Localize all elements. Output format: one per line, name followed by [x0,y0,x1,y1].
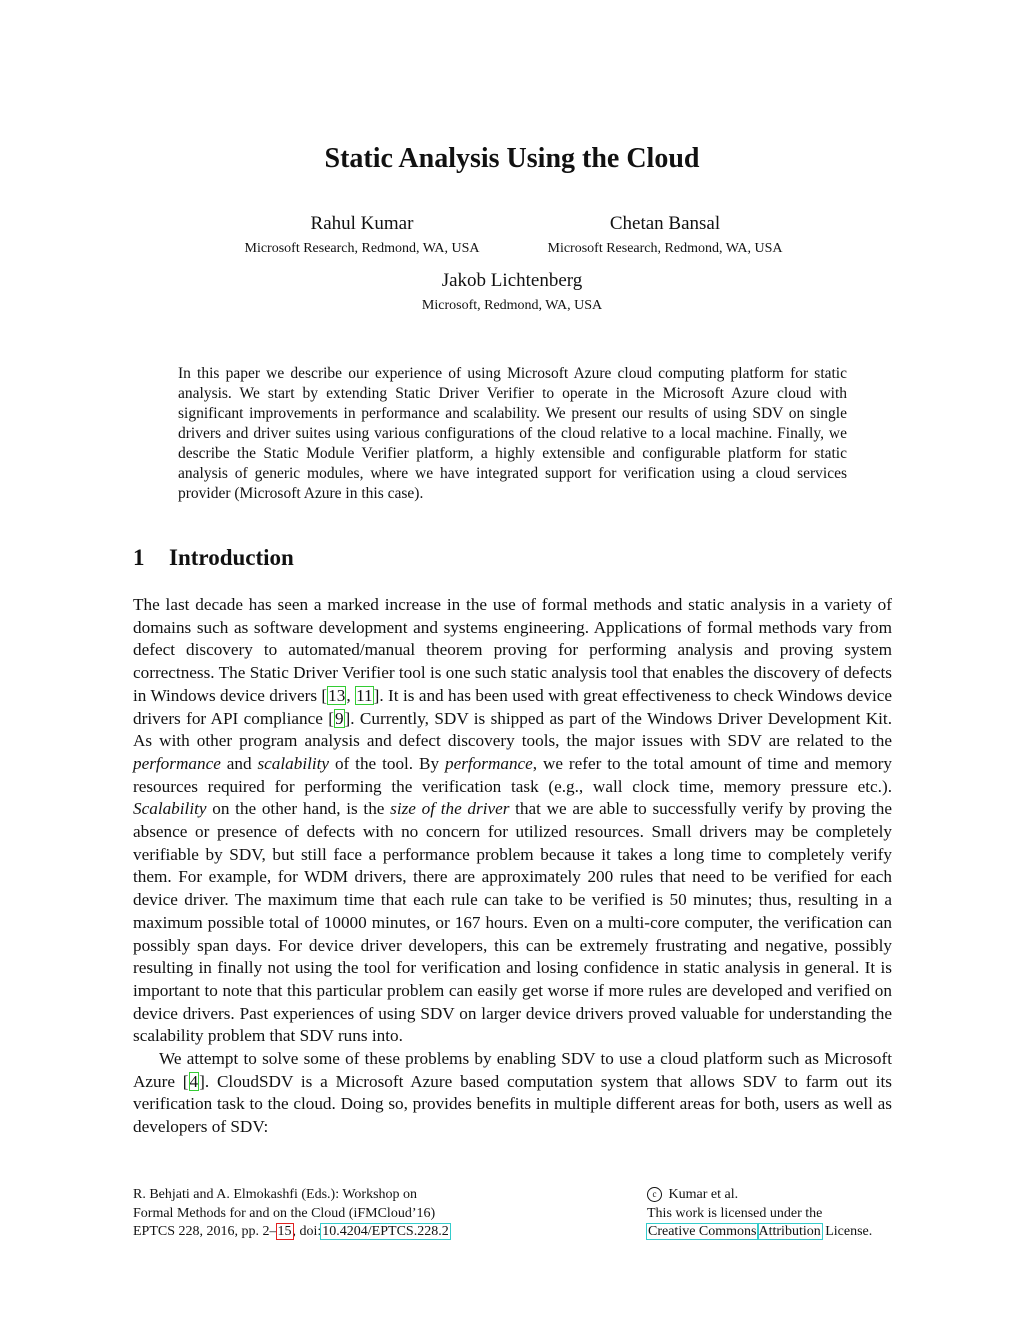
last-page-link[interactable]: 15 [277,1224,292,1239]
section-number: 1 [133,545,145,570]
emphasis: scalability [257,753,330,773]
author-block [362,270,662,314]
text-span: ]. It is and has been used with great effectiveness to check Windows device drivers for API compliance [ [133,685,892,728]
emphasis: Scalability [133,799,207,819]
footer-line: This work is licensed under the [647,1205,823,1221]
text-span: of the tool. By [329,753,445,773]
paragraph [133,1048,892,1139]
text-span: that we are able to successfully verify by proving the absence or presence of defects with no concern for utilized resources. Small drivers may be completely verifiable by SDV, but still face a performance problem because it takes a long time to completely verify them. For example, for WDM drivers, there are approximately 200 rules that need to be verified for each device driver. The maximum time that each rule can take to be verified is 50 minutes; thus, resulting in a maximum possible total of 10000 minutes, or 167 hours. Even on a multi-core computer, the verification can possibly span days. For device driver developers, this can be extremely frustrating and negative, possibly resulting in finally not using the tool for verification and losing confidence in static analysis in general. It is important to note that this particular problem can easily get worse if more rules are developed and verified on device drivers. Past experiences of using SDV on larger device drivers proved valuable for understanding the scalability problem that SDV runs into. [133,799,892,1046]
text-span: EPTCS 228, 2016, pp. 2– [133,1224,277,1239]
emphasis: performance [133,753,221,773]
author-name: Rahul Kumar [310,213,414,234]
author-affiliation: Microsoft Research, Redmond, WA, USA [547,241,783,256]
text-span: and [220,753,258,773]
author-block [212,213,512,257]
footer-line [647,1186,872,1205]
section-heading [133,545,294,571]
author-affiliation: Microsoft Research, Redmond, WA, USA [244,241,480,256]
footer-line [647,1223,872,1242]
footer-line: Formal Methods for and on the Cloud (iFMCloud’16) [133,1205,436,1221]
creative-commons-link[interactable]: Creative Commons [648,1224,757,1239]
emphasis: size of the driver [390,799,510,819]
author-name: Chetan Bansal [609,213,721,234]
citation-link[interactable]: 9 [334,708,344,728]
citation-link[interactable]: 4 [189,1071,199,1091]
citation-link[interactable]: 13 [328,685,346,705]
section-title: Introduction [169,545,294,570]
text-span: The last decade has seen a marked increase in the use of formal methods and static analysis in a variety of domains such as software development and systems engineering. Applications of formal methods vary from defect discovery to automated/manual theorem proving for performing analysis and proving system correctness. The Static Driver Verifier tool is one such static analysis tool that enables the discovery of defects in Windows device drivers [ [133,595,892,705]
footer-line [133,1223,450,1242]
footer-license [647,1186,872,1242]
body-text [133,594,892,1139]
text-span: , [346,685,356,705]
text-span: Kumar et al. [665,1187,739,1202]
author-name: Jakob Lichtenberg [441,270,583,291]
text-span: ]. CloudSDV is a Microsoft Azure based computation system that allows SDV to farm out its verification task to the cloud. Doing so, provides benefits in multiple different areas for both, users as well as developers of SDV: [133,1071,892,1137]
abstract: In this paper we describe our experience of using Microsoft Azure cloud computing platform for static analysis. We start by extending Static Driver Verifier to operate in the Microsoft Azure cloud with significant improvements in performance and scalability. We present our results of using SDV on single drivers and driver suites using various configurations of the cloud relative to a local machine. Finally, we describe the Static Module Verifier platform, a highly extensible and configurable platform for static analysis of generic modules, where we have integrated support for verification using a cloud services provider (Microsoft Azure in this case). [178,365,847,502]
text-span: We attempt to solve some of these problems by enabling SDV to use a cloud platform such as Microsoft Azure [ [133,1049,892,1091]
paragraph [133,594,892,1048]
text-span: on the other hand, is the [206,799,391,819]
footer-publication-info [133,1186,450,1242]
author-block [515,213,815,257]
text-span: , doi: [292,1224,322,1239]
copyright-icon: c [647,1187,662,1202]
text-span: ]. Currently, SDV is shipped as part of the Windows Driver Development Kit. As with other program analysis and defect discovery tools, the major issues with SDV are related to the [133,708,892,751]
emphasis: performance [444,753,533,773]
footer-line: R. Behjati and A. Elmokashfi (Eds.): Workshop on [133,1187,418,1202]
attribution-link[interactable]: Attribution [758,1224,821,1239]
text-span: License. [821,1224,873,1239]
doi-link[interactable]: 10.4204/EPTCS.228.2 [322,1224,449,1239]
citation-link[interactable]: 11 [356,685,373,705]
text-span: , we refer to the total amount of time and memory resources required for performing the verification task (e.g., wall clock time, memory pressure etc.). [133,753,892,796]
author-affiliation: Microsoft, Redmond, WA, USA [421,298,603,313]
paper-title: Static Analysis Using the Cloud [324,143,700,174]
